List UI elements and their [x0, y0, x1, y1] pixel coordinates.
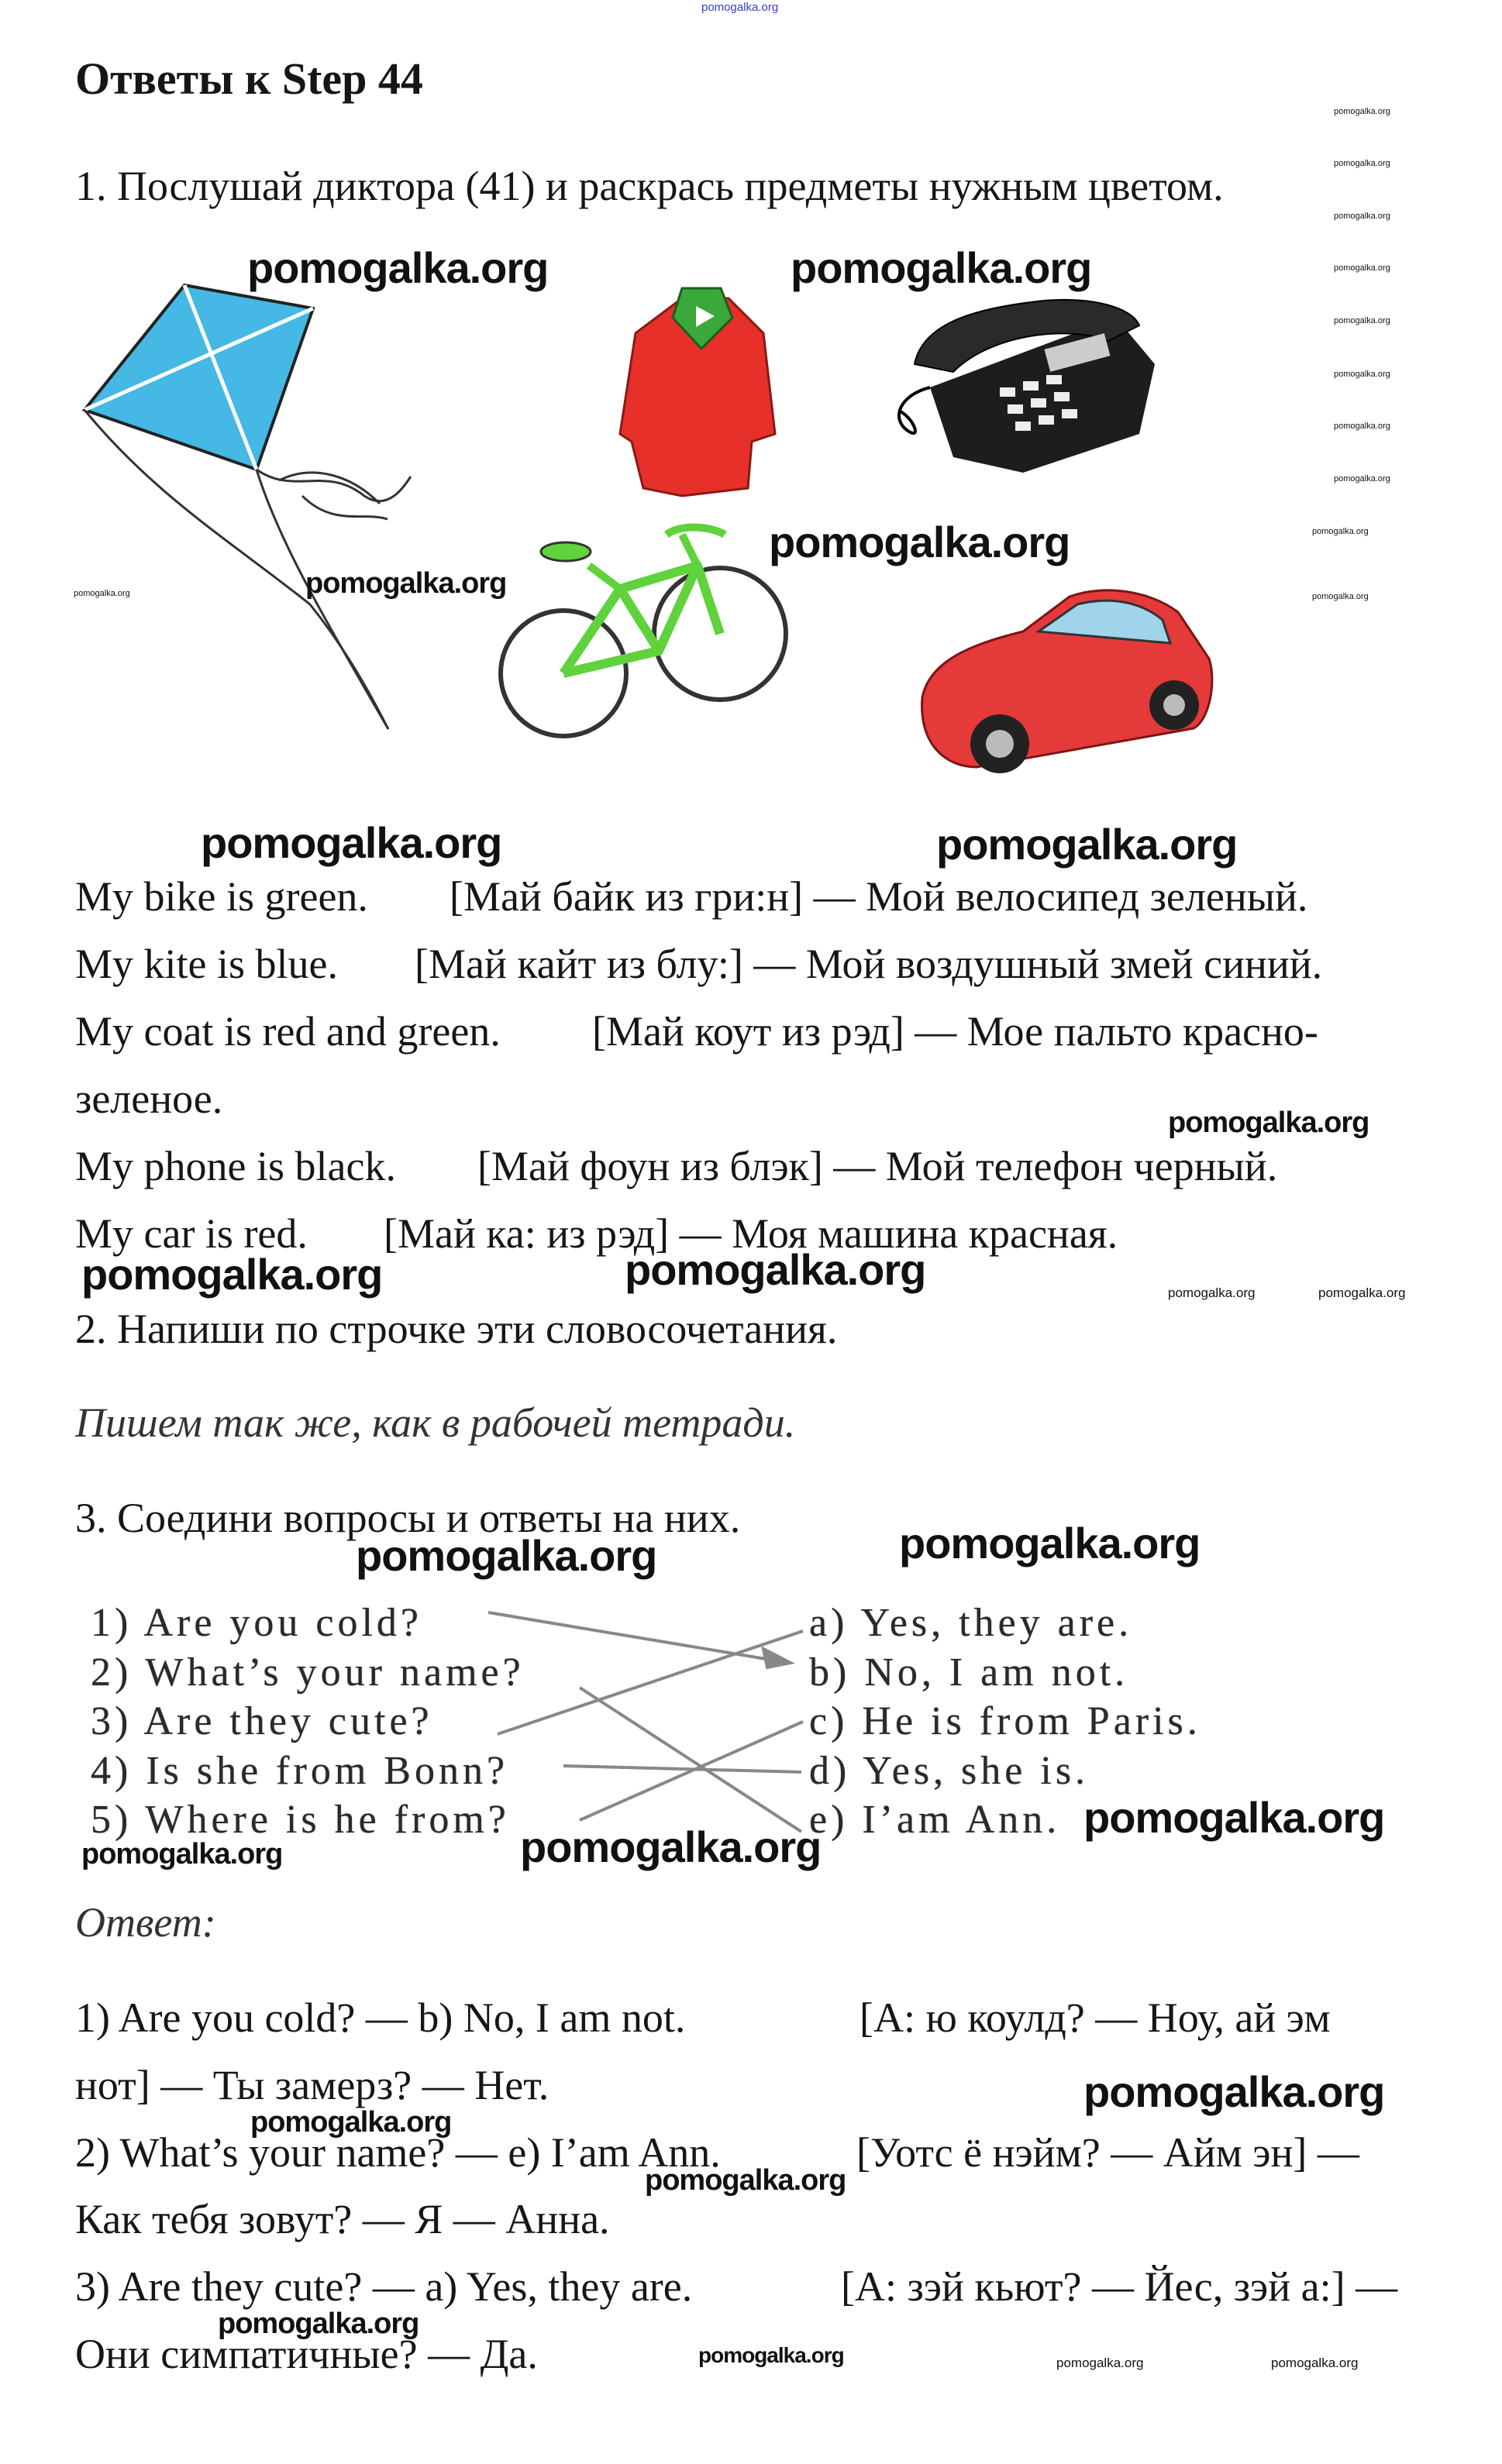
- phone-image: [899, 300, 1155, 473]
- answer-line-ru: [Уотс ё нэйм? — Айм эн] —: [856, 2129, 1359, 2176]
- line-ru: [Май байк из гри:н] — Мой велосипед зеленый.: [450, 873, 1308, 920]
- answer-line-en: Они симпатичные? — Да.: [75, 2331, 538, 2377]
- watermark: pomogalka.org: [1312, 527, 1369, 536]
- watermark: pomogalka.org: [81, 1838, 283, 1870]
- watermark: pomogalka.org: [1334, 263, 1390, 273]
- watermark: pomogalka.org: [81, 1250, 383, 1299]
- watermark: pomogalka.org: [1312, 592, 1369, 601]
- watermark: pomogalka.org: [1056, 2356, 1144, 2370]
- watermark: pomogalka.org: [1334, 316, 1390, 325]
- watermark: pomogalka.org: [791, 243, 1092, 292]
- watermark: pomogalka.org: [1083, 1793, 1385, 1842]
- task3-heading: 3. Соедини вопросы и ответы на них.: [75, 1495, 741, 1541]
- watermark: pomogalka.org: [1334, 212, 1390, 221]
- line-en: My car is red.: [75, 1210, 308, 1257]
- answer-label: Ответ:: [75, 1899, 216, 1946]
- task2-note: Пишем так же, как в рабочей тетради.: [75, 1399, 796, 1446]
- line-ru: [Май кайт из блу:] — Мой воздушный змей синий.: [415, 941, 1323, 987]
- bicycle-image: [501, 528, 786, 736]
- line-en: зеленое.: [75, 1075, 223, 1122]
- answer: d) Yes, she is.: [809, 1749, 1090, 1793]
- watermark: pomogalka.org: [1318, 1285, 1406, 1300]
- line-ru: [Май фоун из блэк] — Мой телефон черный.: [477, 1143, 1278, 1189]
- watermark: pomogalka.org: [936, 820, 1238, 869]
- line-en: My coat is red and green.: [75, 1008, 501, 1055]
- question: 3) Are they cute?: [91, 1699, 433, 1743]
- question: 2) What’s your name?: [91, 1650, 525, 1695]
- watermark: pomogalka.org: [201, 818, 502, 867]
- answer-line-en: 3) Are they cute? — a) Yes, they are.: [75, 2263, 693, 2310]
- answer-line-ru: [А: ю коулд? — Ноу, ай эм: [860, 1994, 1331, 2041]
- watermark: pomogalka.org: [1271, 2356, 1359, 2370]
- line-ru: [Май ка: из рэд] — Моя машина красная.: [384, 1210, 1118, 1257]
- answer: a) Yes, they are.: [809, 1601, 1133, 1645]
- illustrations: [0, 0, 1502, 821]
- answer: e) I’am Ann.: [809, 1798, 1061, 1842]
- watermark: pomogalka.org: [701, 1, 779, 14]
- watermark: pomogalka.org: [625, 1245, 926, 1294]
- page-title: Ответы к Step 44: [75, 53, 423, 104]
- watermark: pomogalka.org: [74, 589, 130, 598]
- question: 5) Where is he from?: [91, 1798, 510, 1842]
- watermark: pomogalka.org: [305, 567, 507, 600]
- answer-line-en: Как тебя зовут? — Я — Анна.: [75, 2196, 610, 2242]
- match-line-1b: [488, 1612, 775, 1660]
- answer: b) No, I am not.: [809, 1650, 1129, 1695]
- line-en: My phone is black.: [75, 1143, 396, 1189]
- car-image: [922, 590, 1212, 773]
- watermark: pomogalka.org: [247, 243, 549, 292]
- line-en: My bike is green.: [75, 873, 368, 920]
- match-line-3a: [498, 1631, 803, 1734]
- answer-line-ru: [А: зэй кьют? — Йес, зэй а:] —: [841, 2263, 1398, 2310]
- watermark: pomogalka.org: [1168, 1285, 1256, 1300]
- watermark: pomogalka.org: [1334, 422, 1390, 431]
- task1-heading: 1. Послушай диктора (41) и раскрась предметы нужным цветом.: [75, 163, 1224, 209]
- coat-image: [620, 288, 775, 496]
- watermark: pomogalka.org: [520, 1822, 822, 1871]
- watermark: pomogalka.org: [250, 2106, 452, 2139]
- arrow-head-icon: [763, 1649, 791, 1667]
- match-line-5c: [580, 1722, 803, 1820]
- match-line-2e: [580, 1688, 801, 1832]
- watermark: pomogalka.org: [645, 2164, 846, 2197]
- watermark: pomogalka.org: [899, 1519, 1201, 1568]
- question: 4) Is she from Bonn?: [91, 1749, 509, 1793]
- line-en: My kite is blue.: [75, 941, 338, 987]
- kite-image: [84, 285, 411, 729]
- watermark: pomogalka.org: [356, 1531, 657, 1580]
- line-ru: [Май коут из рэд] — Мое пальто красно-: [592, 1008, 1318, 1055]
- watermark: pomogalka.org: [1334, 474, 1390, 484]
- match-line-4d: [563, 1766, 801, 1772]
- question: 1) Are you cold?: [91, 1601, 423, 1645]
- answer-line-en: нот] — Ты замерз? — Нет.: [75, 2062, 549, 2108]
- answer-line-en: 1) Are you cold? — b) No, I am not.: [75, 1994, 686, 2041]
- watermark: pomogalka.org: [1334, 370, 1390, 379]
- task2-heading: 2. Напиши по строчке эти словосочетания.: [75, 1306, 838, 1352]
- answer: c) He is from Paris.: [809, 1699, 1201, 1743]
- watermark: pomogalka.org: [1334, 107, 1390, 116]
- watermark: pomogalka.org: [1334, 159, 1390, 168]
- watermark: pomogalka.org: [1168, 1106, 1369, 1139]
- answer-line-en: 2) What’s your name? — e) I’am Ann.: [75, 2129, 721, 2176]
- watermark: pomogalka.org: [1083, 2067, 1385, 2116]
- watermark: pomogalka.org: [218, 2307, 419, 2340]
- watermark: pomogalka.org: [698, 2343, 844, 2367]
- watermark: pomogalka.org: [769, 518, 1070, 566]
